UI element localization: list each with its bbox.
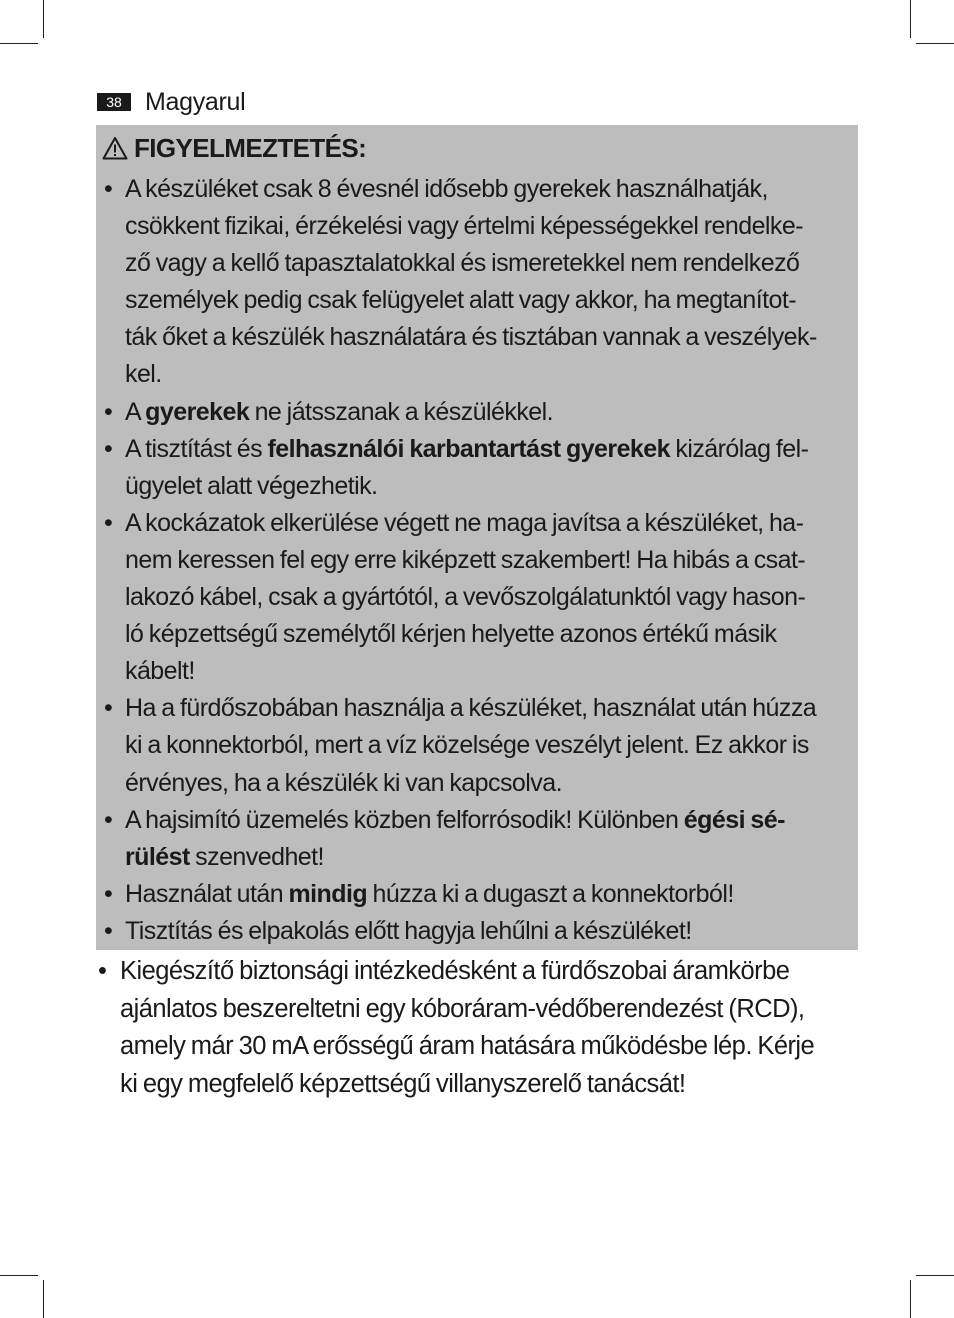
text-line: ajánlatos beszereltetni egy kóboráram-védőberendezést (RCD), (120, 994, 805, 1023)
crop-mark (43, 1280, 44, 1318)
text-line: ki egy megfelelő képzettségű villanyszerelő tanácsát! (120, 1069, 686, 1098)
list-item (96, 505, 858, 690)
list-item (96, 171, 858, 394)
list-item (96, 913, 858, 950)
page-number: 38 (97, 93, 131, 111)
crop-mark (910, 0, 911, 38)
text-line: Használat után mindig húzza ki a dugaszt a konnektorból! (125, 879, 734, 908)
bullet: • (104, 879, 113, 908)
text-line: kábelt! (125, 657, 195, 686)
text-line: ló képzettségű személytől kérjen helyette azonos értékű másik (125, 620, 777, 649)
text-line: csökkent fizikai, érzékelési vagy értelmi képességekkel rendelke- (125, 212, 804, 241)
crop-mark (916, 1275, 954, 1276)
bullet: • (104, 916, 113, 945)
bullet: • (98, 957, 107, 985)
text-line: A készüléket csak 8 évesnél idősebb gyerekek használhatják, (125, 175, 768, 203)
list-item (96, 876, 858, 913)
bullet: • (104, 508, 113, 537)
list-item (96, 394, 858, 431)
text-line: A kockázatok elkerülése végett ne maga javítsa a készüléket, ha- (125, 508, 804, 537)
crop-mark (43, 0, 44, 38)
text-line: Ha a fürdőszobában használja a készüléket, használat után húzza (125, 694, 817, 723)
warning-heading (102, 131, 366, 165)
text-line: személyek pedig csak felügyelet alatt vagy akkor, ha megtanítot- (125, 286, 797, 315)
list-item (96, 953, 858, 1103)
text-line: ták őket a készülék használatára és tisztában vannak a veszélyek- (125, 323, 817, 352)
text-line: nem keressen fel egy erre kiképzett szakembert! Ha hibás a csat- (125, 545, 806, 574)
crop-mark (910, 1280, 911, 1318)
page-header (97, 88, 245, 116)
warning-list (96, 171, 858, 950)
warning-title: FIGYELMEZTETÉS: (134, 132, 367, 163)
text-line: ző vagy a kellő tapasztalatokkal és ismeretekkel nem rendelkező (125, 249, 800, 278)
crop-mark (916, 43, 954, 44)
bullet: • (104, 397, 113, 426)
crop-mark (0, 43, 38, 44)
list-item (96, 802, 858, 876)
text-line: amely már 30 mA erősségű áram hatására működésbe lép. Kérje (120, 1032, 815, 1060)
text-line: Kiegészítő biztonsági intézkedésként a fürdőszobai áramkörbe (120, 957, 790, 985)
warning-triangle-icon (102, 136, 128, 160)
text-line: A hajsimító üzemelés közben felforrósodik! Különben égési sé- (125, 805, 785, 834)
text-line: ki a konnektorból, mert a víz közelsége veszélyt jelent. Ez akkor is (125, 731, 809, 760)
warning-box (96, 125, 858, 950)
text-line: rülést szenvedhet! (125, 842, 324, 871)
text-line: A tisztítást és felhasználói karbantartást gyerekek kizárólag fel- (125, 434, 809, 463)
text-line: A gyerekek ne játsszanak a készülékkel. (125, 397, 554, 426)
crop-mark (0, 1275, 38, 1276)
language-label: Magyarul (145, 87, 246, 116)
text-line: lakozó kábel, csak a gyártótól, a vevőszolgálatunktól vagy hason- (125, 583, 806, 612)
text-line: ügyelet alatt végezhetik. (125, 471, 378, 500)
list-item (96, 690, 858, 801)
text-line: érvényes, ha a készülék ki van kapcsolva. (125, 768, 562, 797)
list-item (96, 431, 858, 505)
text-line: Tisztítás és elpakolás előtt hagyja lehűlni a készüléket! (125, 916, 692, 945)
rcd-note (96, 953, 858, 1103)
bullet: • (104, 694, 113, 723)
text-line: kel. (125, 360, 162, 389)
bullet: • (104, 805, 113, 834)
bullet: • (104, 434, 113, 463)
bullet: • (104, 175, 113, 203)
